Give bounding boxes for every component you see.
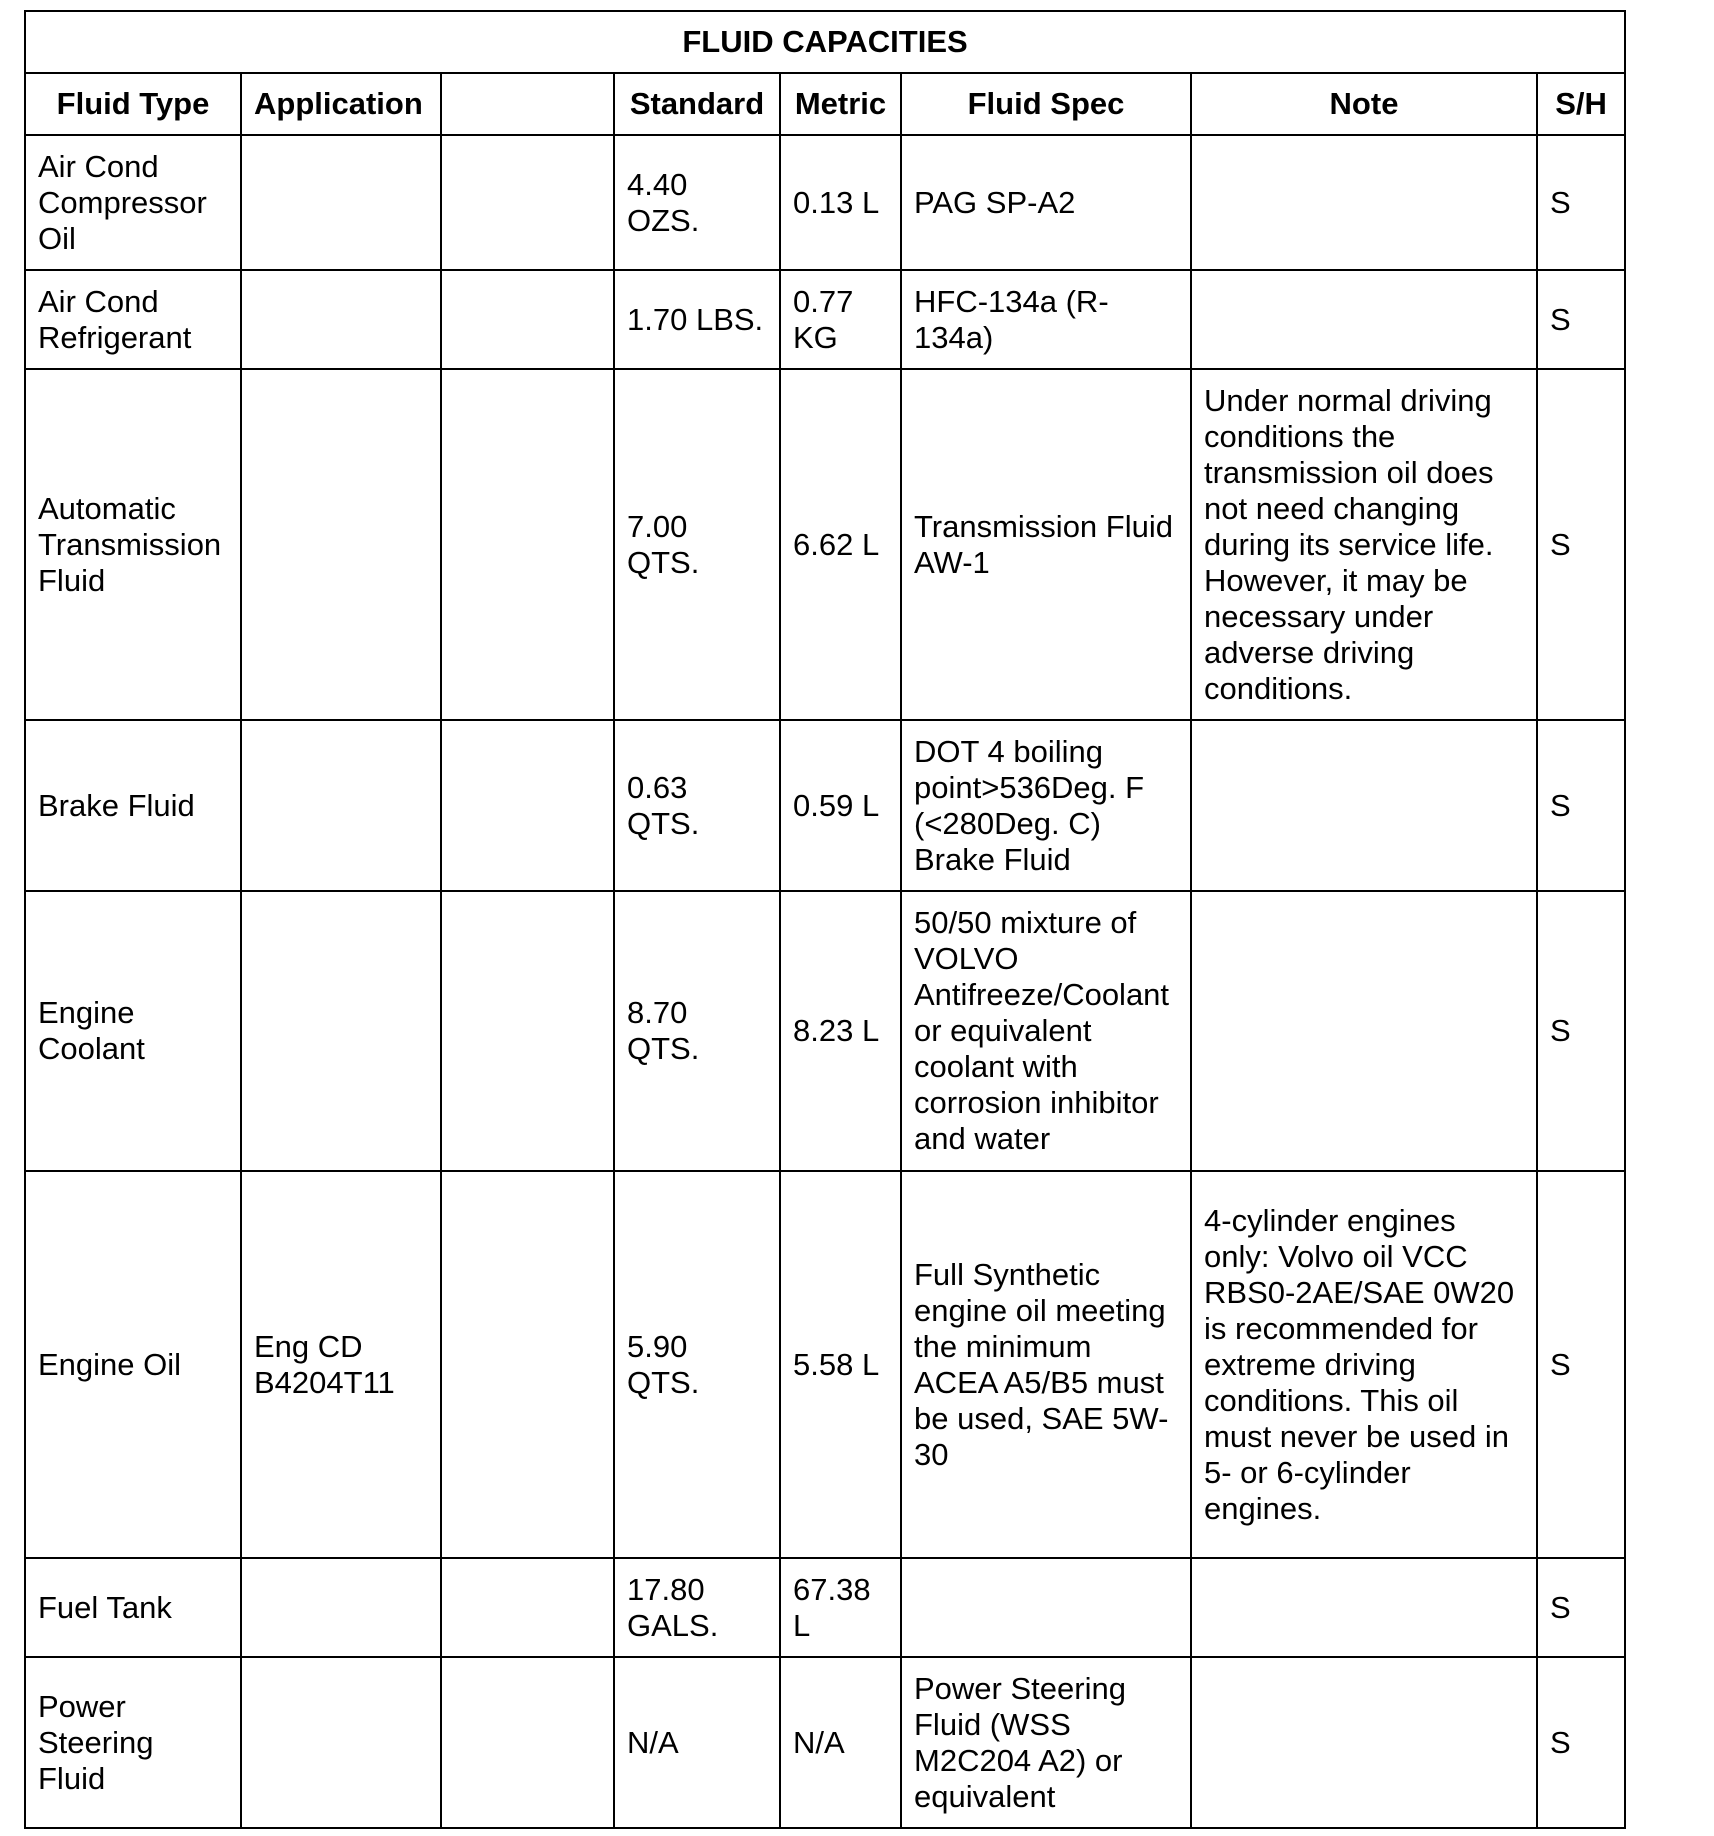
- cell-note: Under normal driving conditions the transmission oil does not need changing during its service life. However, it may be necessary under adverse driving conditions.: [1191, 369, 1537, 720]
- cell-sh: S: [1537, 1657, 1625, 1828]
- cell-fluid-type: Air Cond Compressor Oil: [25, 135, 241, 270]
- cell-application: [241, 720, 441, 891]
- header-standard: Standard: [614, 73, 780, 135]
- cell-blank: [441, 270, 614, 369]
- cell-note: 4-cylinder engines only: Volvo oil VCC RBS0-2AE/SAE 0W20 is recommended for extreme driving conditions. This oil must never be used in 5- or 6-cylinder engines.: [1191, 1171, 1537, 1558]
- cell-standard: 5.90 QTS.: [614, 1171, 780, 1558]
- cell-blank: [441, 1657, 614, 1828]
- cell-blank: [441, 720, 614, 891]
- cell-note: [1191, 135, 1537, 270]
- cell-application: [241, 1558, 441, 1657]
- cell-blank: [441, 135, 614, 270]
- cell-application: [241, 1657, 441, 1828]
- cell-fluid-spec: Full Synthetic engine oil meeting the minimum ACEA A5/B5 must be used, SAE 5W-30: [901, 1171, 1191, 1558]
- header-sh: S/H: [1537, 73, 1625, 135]
- cell-fluid-type: Brake Fluid: [25, 720, 241, 891]
- table-title: FLUID CAPACITIES: [25, 11, 1625, 73]
- table-row: [25, 720, 1625, 891]
- cell-note: [1191, 1558, 1537, 1657]
- cell-fluid-spec: Transmission Fluid AW-1: [901, 369, 1191, 720]
- cell-metric: 5.58 L: [780, 1171, 901, 1558]
- cell-sh: S: [1537, 891, 1625, 1171]
- cell-metric: 67.38 L: [780, 1558, 901, 1657]
- cell-sh: S: [1537, 1171, 1625, 1558]
- cell-metric: 0.59 L: [780, 720, 901, 891]
- cell-fluid-spec: HFC-134a (R-134a): [901, 270, 1191, 369]
- header-blank: [441, 73, 614, 135]
- cell-standard: 4.40 OZS.: [614, 135, 780, 270]
- cell-sh: S: [1537, 135, 1625, 270]
- table-row: [25, 1171, 1625, 1558]
- table-row: [25, 1657, 1625, 1828]
- cell-standard: 17.80 GALS.: [614, 1558, 780, 1657]
- cell-application: [241, 135, 441, 270]
- cell-fluid-spec: DOT 4 boiling point>536Deg. F (<280Deg. C) Brake Fluid: [901, 720, 1191, 891]
- cell-fluid-spec: Power Steering Fluid (WSS M2C204 A2) or equivalent: [901, 1657, 1191, 1828]
- cell-standard: 7.00 QTS.: [614, 369, 780, 720]
- cell-blank: [441, 891, 614, 1171]
- cell-fluid-spec: 50/50 mixture of VOLVO Antifreeze/Coolant or equivalent coolant with corrosion inhibitor and water: [901, 891, 1191, 1171]
- cell-application: Eng CD B4204T11: [241, 1171, 441, 1558]
- cell-note: [1191, 720, 1537, 891]
- cell-note: [1191, 1657, 1537, 1828]
- cell-fluid-type: Automatic Transmission Fluid: [25, 369, 241, 720]
- cell-application: [241, 270, 441, 369]
- cell-metric: 8.23 L: [780, 891, 901, 1171]
- header-application: Application: [241, 73, 441, 135]
- table-row: [25, 1558, 1625, 1657]
- cell-fluid-spec: [901, 1558, 1191, 1657]
- cell-sh: S: [1537, 1558, 1625, 1657]
- cell-sh: S: [1537, 720, 1625, 891]
- cell-fluid-type: Power Steering Fluid: [25, 1657, 241, 1828]
- cell-fluid-type: Air Cond Refrigerant: [25, 270, 241, 369]
- table-row: [25, 135, 1625, 270]
- cell-note: [1191, 270, 1537, 369]
- cell-blank: [441, 1558, 614, 1657]
- cell-fluid-type: Fuel Tank: [25, 1558, 241, 1657]
- cell-application: [241, 891, 441, 1171]
- cell-blank: [441, 1171, 614, 1558]
- table-row: [25, 891, 1625, 1171]
- cell-metric: 0.13 L: [780, 135, 901, 270]
- table-row: [25, 369, 1625, 720]
- cell-fluid-spec: PAG SP-A2: [901, 135, 1191, 270]
- header-fluid-type: Fluid Type: [25, 73, 241, 135]
- cell-application: [241, 369, 441, 720]
- header-note: Note: [1191, 73, 1537, 135]
- table-row: [25, 270, 1625, 369]
- cell-standard: 0.63 QTS.: [614, 720, 780, 891]
- cell-standard: 1.70 LBS.: [614, 270, 780, 369]
- cell-metric: 6.62 L: [780, 369, 901, 720]
- cell-fluid-type: Engine Coolant: [25, 891, 241, 1171]
- cell-metric: N/A: [780, 1657, 901, 1828]
- cell-sh: S: [1537, 270, 1625, 369]
- cell-sh: S: [1537, 369, 1625, 720]
- header-fluid-spec: Fluid Spec: [901, 73, 1191, 135]
- cell-standard: 8.70 QTS.: [614, 891, 780, 1171]
- fluid-capacities-table: [24, 10, 1626, 1829]
- cell-blank: [441, 369, 614, 720]
- cell-note: [1191, 891, 1537, 1171]
- cell-standard: N/A: [614, 1657, 780, 1828]
- cell-fluid-type: Engine Oil: [25, 1171, 241, 1558]
- header-row: [25, 73, 1625, 135]
- cell-metric: 0.77 KG: [780, 270, 901, 369]
- header-metric: Metric: [780, 73, 901, 135]
